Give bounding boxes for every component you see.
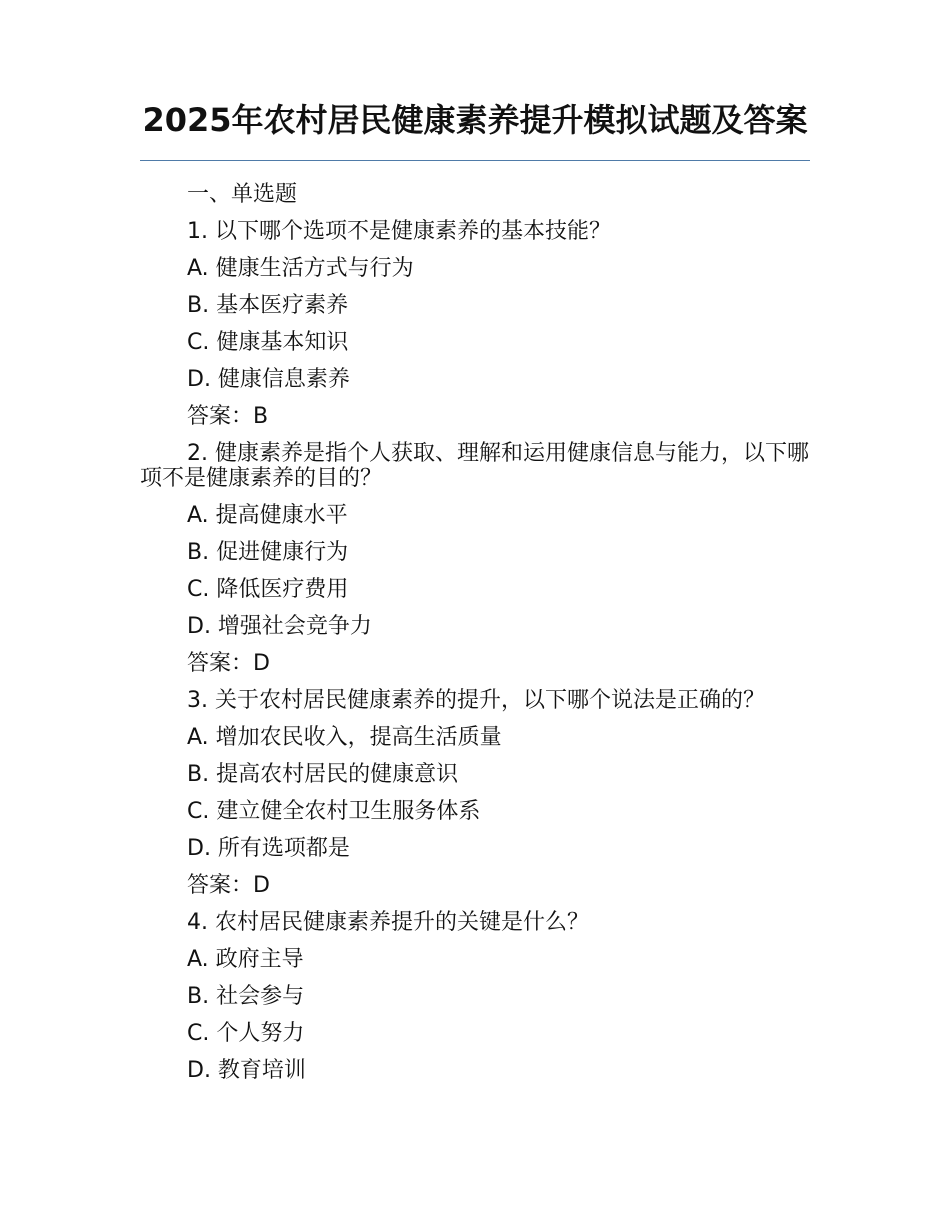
document-body: [140, 176, 810, 1089]
answer-option: A. 增加农民收入，提高生活质量: [187, 725, 502, 750]
answer-option: B. 促进健康行为: [187, 540, 349, 565]
answer-option: D. 增强社会竞争力: [187, 614, 372, 639]
answer-option: A. 健康生活方式与行为: [187, 256, 414, 281]
answer-option: A. 提高健康水平: [187, 503, 348, 528]
answer-key: 答案：D: [187, 651, 270, 676]
answer-option: C. 建立健全农村卫生服务体系: [187, 799, 481, 824]
answer-option: C. 健康基本知识: [187, 330, 349, 355]
section-heading: 一、单选题: [187, 182, 298, 207]
answer-option: D. 教育培训: [187, 1058, 306, 1083]
question-text: 3. 关于农村居民健康素养的提升，以下哪个说法是正确的？: [187, 688, 765, 713]
answer-option: B. 社会参与: [187, 984, 305, 1009]
answer-option: D. 所有选项都是: [187, 836, 350, 861]
answer-option: A. 政府主导: [187, 947, 304, 972]
question-text: 1. 以下哪个选项不是健康素养的基本技能？: [187, 219, 611, 244]
answer-option: B. 提高农村居民的健康意识: [187, 762, 459, 787]
answer-key: 答案：B: [187, 404, 269, 429]
document-title: 2025年农村居民健康素养提升模拟试题及答案: [142, 101, 808, 139]
answer-option: D. 健康信息素养: [187, 367, 350, 392]
answer-option: B. 基本医疗素养: [187, 293, 349, 318]
answer-key: 答案：D: [187, 873, 270, 898]
question-text: 2. 健康素养是指个人获取、理解和运用健康信息与能力，以下哪项不是健康素养的目的？: [140, 441, 809, 491]
question-text: 4. 农村居民健康素养提升的关键是什么？: [187, 910, 589, 935]
title-underline: [140, 160, 810, 161]
answer-option: C. 降低医疗费用: [187, 577, 349, 602]
answer-option: C. 个人努力: [187, 1021, 305, 1046]
